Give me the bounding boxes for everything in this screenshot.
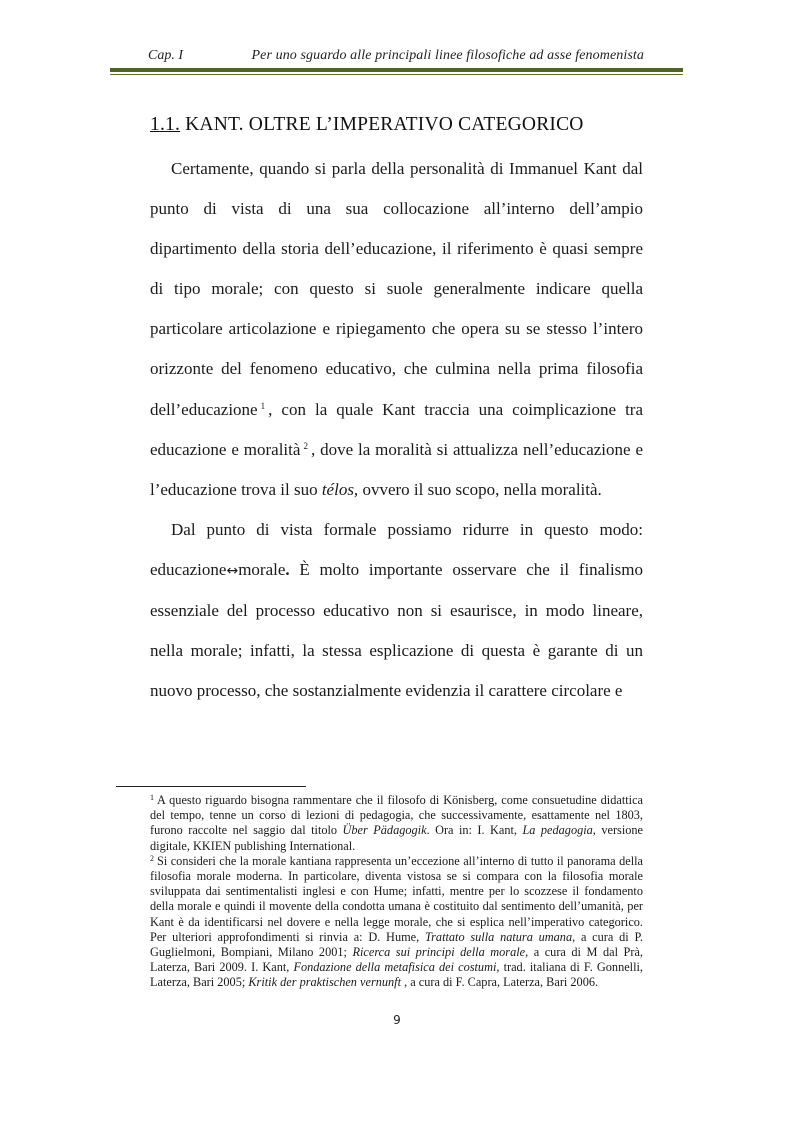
footnote-2-title-4: Kritik der praktischen vernunft [248, 975, 402, 990]
running-title: Per uno sguardo alle principali linee filosofiche ad asse fenomenista [251, 48, 644, 63]
footnote-ref-2[interactable]: 2 [303, 440, 308, 451]
body-text [150, 149, 643, 711]
paragraph-2-text-b: morale [238, 559, 286, 579]
footnote-1-text-a: A questo riguardo bisogna rammentare che il filosofo di Könisberg, come consuetudine didattica del tempo, tenne un corso di lezioni di pedagogia, che successivamente, esattamente nel 1803, furono raccolte nel saggio dal titolo [150, 793, 643, 838]
footnote-2-title-3: Fondazione della metafisica dei costumi, [293, 960, 500, 975]
footnote-2-mark: 2 [150, 853, 154, 863]
paragraph-2-text-a: Dal punto di vista formale possiamo ridurre in questo modo: educazione [150, 519, 643, 579]
footnote-2 [150, 854, 643, 991]
paragraph-2-text-c: È molto importante osservare che il finalismo essenziale del processo educativo non si esaurisce, in modo lineare, nella morale; infatti, la stessa esplicazione di questa è garante di un nuovo processo, che sostanzialmente evidenzia il carattere circolare e [150, 559, 643, 701]
running-header [148, 46, 648, 68]
telos-term: télos, [321, 479, 359, 499]
section-number: 1.1. [150, 114, 181, 135]
footnote-1-text-b: . Ora in: I. Kant, [426, 823, 523, 838]
footnote-2-title-1: Trattato sulla natura umana [424, 929, 573, 944]
footnote-2-title-2: Ricerca sui principi della morale, [352, 945, 529, 960]
paragraph-1-text-b: , con la quale Kant traccia una coimplicazione tra educazione e moralità [150, 399, 643, 459]
header-rule-thin [110, 74, 683, 75]
header-rule-thick [110, 68, 683, 72]
paragraph-1-text-d: ovvero il suo scopo, nella moralità. [358, 479, 602, 499]
footnote-ref-1[interactable]: 1 [260, 400, 266, 411]
footnote-1-text-c: versione digitale, KKIEN publishing International. [150, 823, 644, 853]
footnote-2-text-d: trad. italiana di F. Gonnelli, Laterza, Bari 2005; [150, 960, 643, 990]
footnotes [150, 793, 643, 991]
paragraph-1-text-c: , dove la moralità si attualizza nell’educazione e l’educazione trova il suo [150, 439, 643, 499]
paragraph-2 [150, 510, 643, 711]
double-arrow-symbol: ↔ [226, 562, 239, 579]
footnote-2-text-e: , a cura di F. Capra, Laterza, Bari 2006. [401, 975, 599, 990]
footnote-2-text-c: a cura di M dal Prà, Laterza, Bari 2009. I. Kant, [150, 945, 643, 975]
footnote-1 [150, 793, 643, 854]
footnote-2-text-a: Si consideri che la morale kantiana rappresenta un’eccezione all’interno di tutto il panorama della filosofia morale moderna. In particolare, diventa vistosa se si compara con la filosofia morale sviluppata dai sentimentalisti inglesi e con Hume; infatti, mentre per lo scozzese il fondamento della morale e quindi il movente della condotta umana è costituito dal sentimento dell’umanità, per Kant è da identificarsi nel dovere e nella legge morale, che si esplica nell’imperativo categorico. Per ulteriori approfondimenti si rinvia a: D. Hume, [150, 853, 643, 944]
footnote-1-title-1: Über Pädagogik [342, 823, 427, 838]
section-heading [150, 114, 650, 136]
chapter-label: Cap. I [148, 48, 183, 63]
footnote-1-title-2: La pedagogia, [522, 823, 596, 838]
paragraph-1 [150, 149, 643, 510]
paragraph-1-text-a: Certamente, quando si parla della personalità di Immanuel Kant dal punto di vista di una sua collocazione all’interno dell’ampio dipartimento della storia dell’educazione, il riferimento è quasi sempre di tipo morale; con questo si suole generalmente indicare quella particolare articolazione e ripiegamento che opera su se stesso l’intero orizzonte del fenomeno educativo, che culmina nella prima filosofia dell’educazione [150, 159, 643, 419]
footnote-1-mark: 1 [150, 793, 154, 802]
paragraph-2-bold-dot: . [285, 559, 290, 579]
footnote-2-text-b: , a cura di P. Guglielmoni, Bompiani, Milano 2001; [150, 929, 643, 960]
section-title: KANT. OLTRE L’IMPERATIVO CATEGORICO [180, 114, 584, 135]
page-number: 9 [393, 1013, 401, 1027]
footnote-separator [116, 786, 306, 787]
